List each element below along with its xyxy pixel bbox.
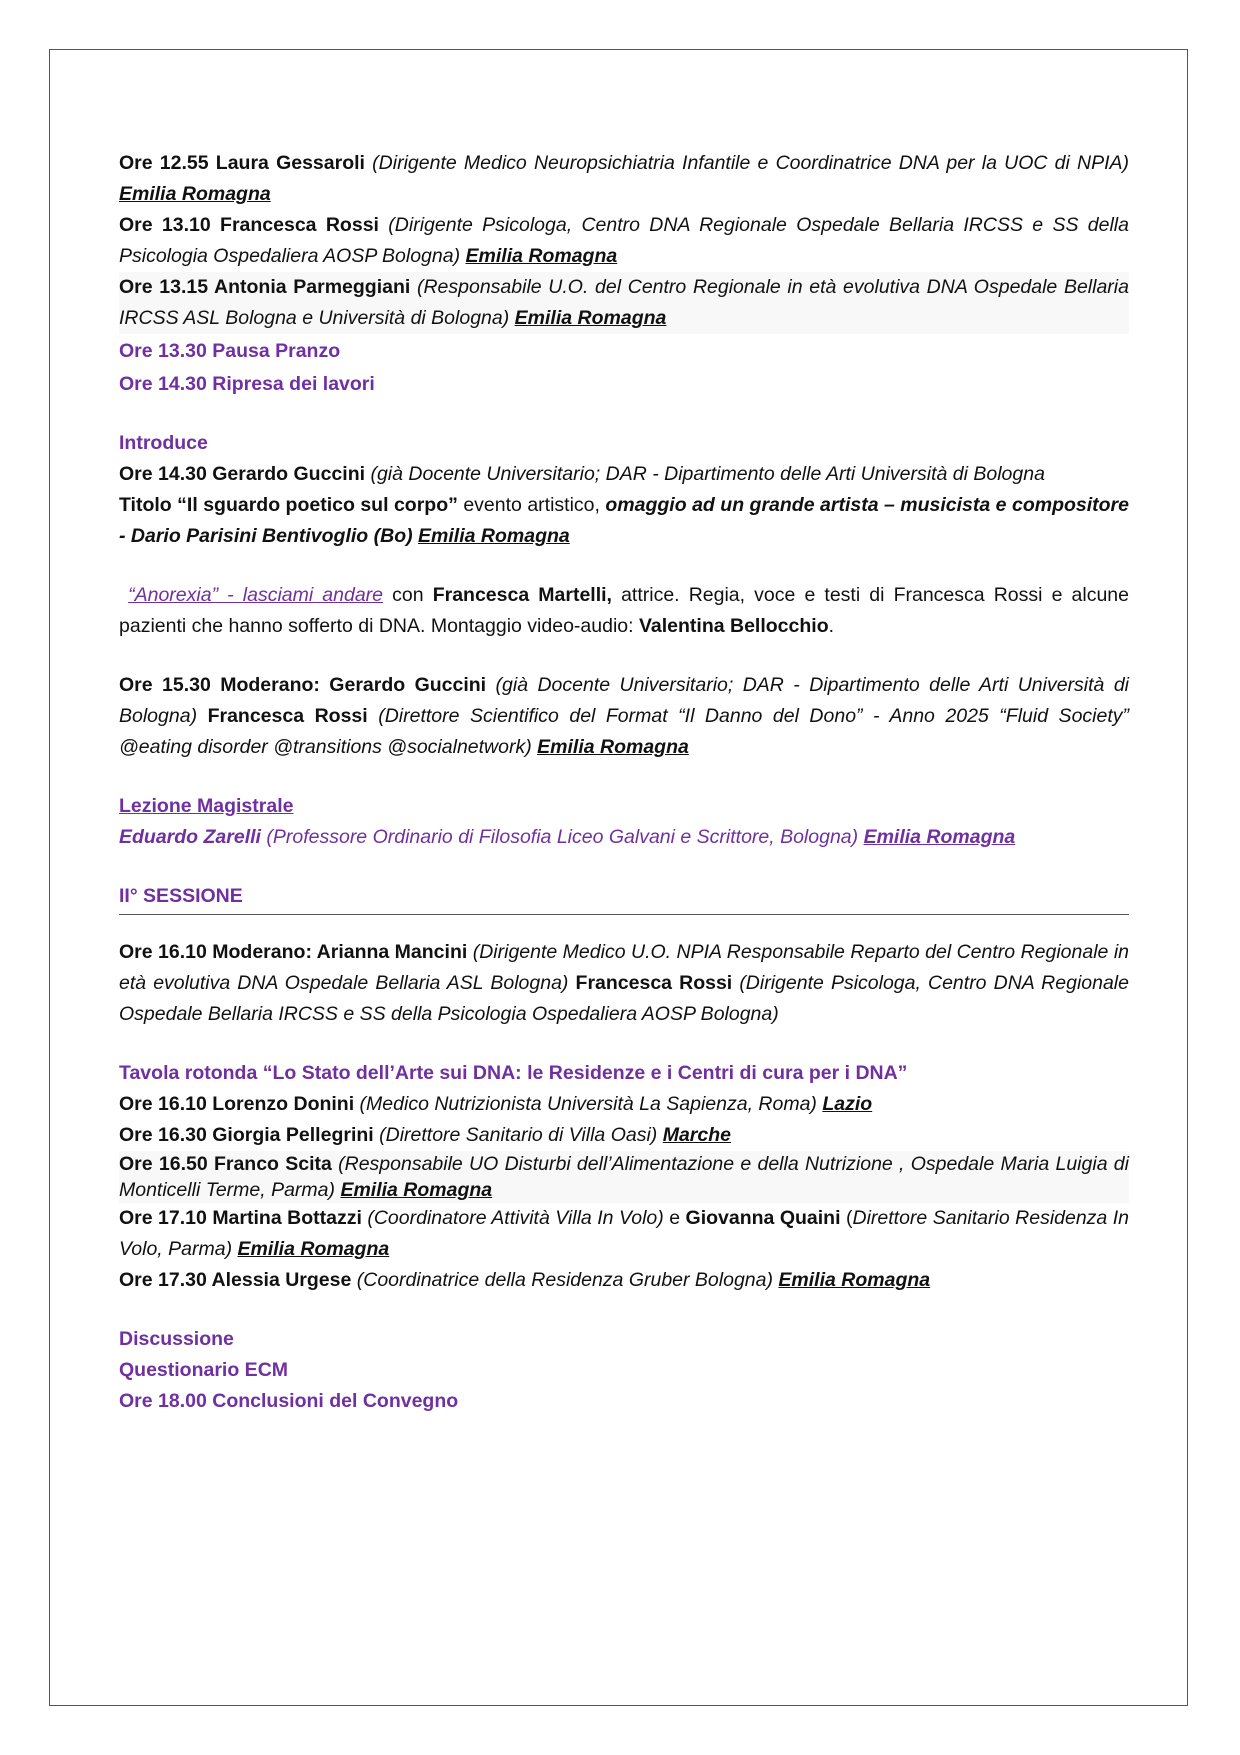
- tavola-heading: Tavola rotonda “Lo Stato dell’Arte sui DNA: le Residenze e i Centri di cura per i DNA”: [119, 1062, 908, 1084]
- region-link[interactable]: Emilia Romagna: [537, 736, 689, 758]
- region-link[interactable]: Emilia Romagna: [465, 245, 618, 267]
- region-link[interactable]: Emilia Romagna: [418, 525, 570, 547]
- ecm-questionnaire: Questionario ECM: [119, 1359, 289, 1381]
- anorexia-link[interactable]: “Anorexia” - lasciami andare: [128, 584, 384, 606]
- lezione-heading: Lezione Magistrale: [119, 795, 294, 817]
- anorexia-performance: “Anorexia” - lasciami andare con Francesca Martelli, attrice. Regia, voce e testi di Francesca Rossi e alcune pazienti che hanno sofferto di DNA. Montaggio video-audio: Valentina Bellocchio.: [119, 584, 1129, 637]
- moderators-first: Ore 15.30 Moderano: Gerardo Guccini (già Docente Universitario; DAR - Dipartimento delle Arti Università di Bologna) Francesca Rossi (Direttore Scientifico del Format “Il Danno del Dono” - Anno 2025 “Fluid Society” @eating disorder @transitions @socialnetwork) Emilia Romagna: [119, 674, 1129, 758]
- region-link[interactable]: Emilia Romagna: [119, 183, 271, 205]
- round-table-item: Ore 16.50 Franco Scita (Responsabile UO Disturbi dell’Alimentazione e della Nutrizione , Ospedale Maria Luigia di Monticelli Terme, Parma) Emilia Romagna: [119, 1153, 1129, 1201]
- program-item: Ore 12.55 Laura Gessaroli (Dirigente Medico Neuropsichiatria Infantile e Coordinatrice DNA per la UOC di NPIA) Emilia Romagna: [119, 152, 1130, 205]
- region-link[interactable]: Lazio: [822, 1093, 873, 1115]
- round-table-item: Ore 16.10 Lorenzo Donini (Medico Nutrizionista Università La Sapienza, Roma) Lazio: [119, 1093, 873, 1115]
- introduce-line: Ore 14.30 Gerardo Guccini (già Docente Universitario; DAR - Dipartimento delle Arti Università di Bologna: [119, 463, 1045, 485]
- program-item: Ore 13.15 Antonia Parmeggiani (Responsabile U.O. del Centro Regionale in età evolutiva DNA Ospedale Bellaria IRCSS ASL Bologna e Università di Bologna) Emilia Romagna: [119, 272, 1129, 334]
- session-divider: [119, 914, 1129, 915]
- region-link[interactable]: Emilia Romagna: [340, 1179, 493, 1201]
- discussion: Discussione: [119, 1328, 234, 1350]
- conclusions: Ore 18.00 Conclusioni del Convegno: [119, 1390, 459, 1412]
- moderators-second: Ore 16.10 Moderano: Arianna Mancini (Dirigente Medico U.O. NPIA Responsabile Reparto del Centro Regionale in età evolutiva DNA Ospedale Bellaria ASL Bologna) Francesca Rossi (Dirigente Psicologa, Centro DNA Regionale Ospedale Bellaria IRCSS e SS della Psicologia Ospedaliera AOSP Bologna): [119, 941, 1129, 1025]
- program-item: Ore 13.10 Francesca Rossi (Dirigente Psicologa, Centro DNA Regionale Ospedale Bellaria IRCSS e SS della Psicologia Ospedaliera AOSP Bologna) Emilia Romagna: [119, 214, 1129, 267]
- region-link[interactable]: Emilia Romagna: [237, 1238, 390, 1260]
- lunch-break: Ore 13.30 Pausa Pranzo: [119, 340, 341, 362]
- lezione-line: Eduardo Zarelli (Professore Ordinario di Filosofia Liceo Galvani e Scrittore, Bologna) Emilia Romagna: [119, 826, 1016, 848]
- round-table-item: Ore 17.10 Martina Bottazzi (Coordinatore Attività Villa In Volo) e Giovanna Quaini (Direttore Sanitario Residenza In Volo, Parma) Emilia Romagna: [119, 1207, 1129, 1260]
- resume-work: Ore 14.30 Ripresa dei lavori: [119, 373, 375, 395]
- round-table-item: Ore 16.30 Giorgia Pellegrini (Direttore Sanitario di Villa Oasi) Marche: [119, 1124, 731, 1146]
- session-heading: II° SESSIONE: [119, 885, 243, 907]
- round-table-item: Ore 17.30 Alessia Urgese (Coordinatrice della Residenza Gruber Bologna) Emilia Romagna: [119, 1269, 931, 1291]
- artistic-event: Titolo “Il sguardo poetico sul corpo” evento artistico, omaggio ad un grande artista – musicista e compositore - Dario Parisini Bentivoglio (Bo) Emilia Romagna: [119, 494, 1129, 547]
- region-link[interactable]: Marche: [662, 1124, 731, 1146]
- document-body: [119, 148, 1129, 1417]
- region-link[interactable]: Emilia Romagna: [514, 307, 667, 329]
- introduce-heading: Introduce: [119, 432, 208, 454]
- region-link[interactable]: Emilia Romagna: [863, 826, 1016, 848]
- region-link[interactable]: Emilia Romagna: [778, 1269, 931, 1291]
